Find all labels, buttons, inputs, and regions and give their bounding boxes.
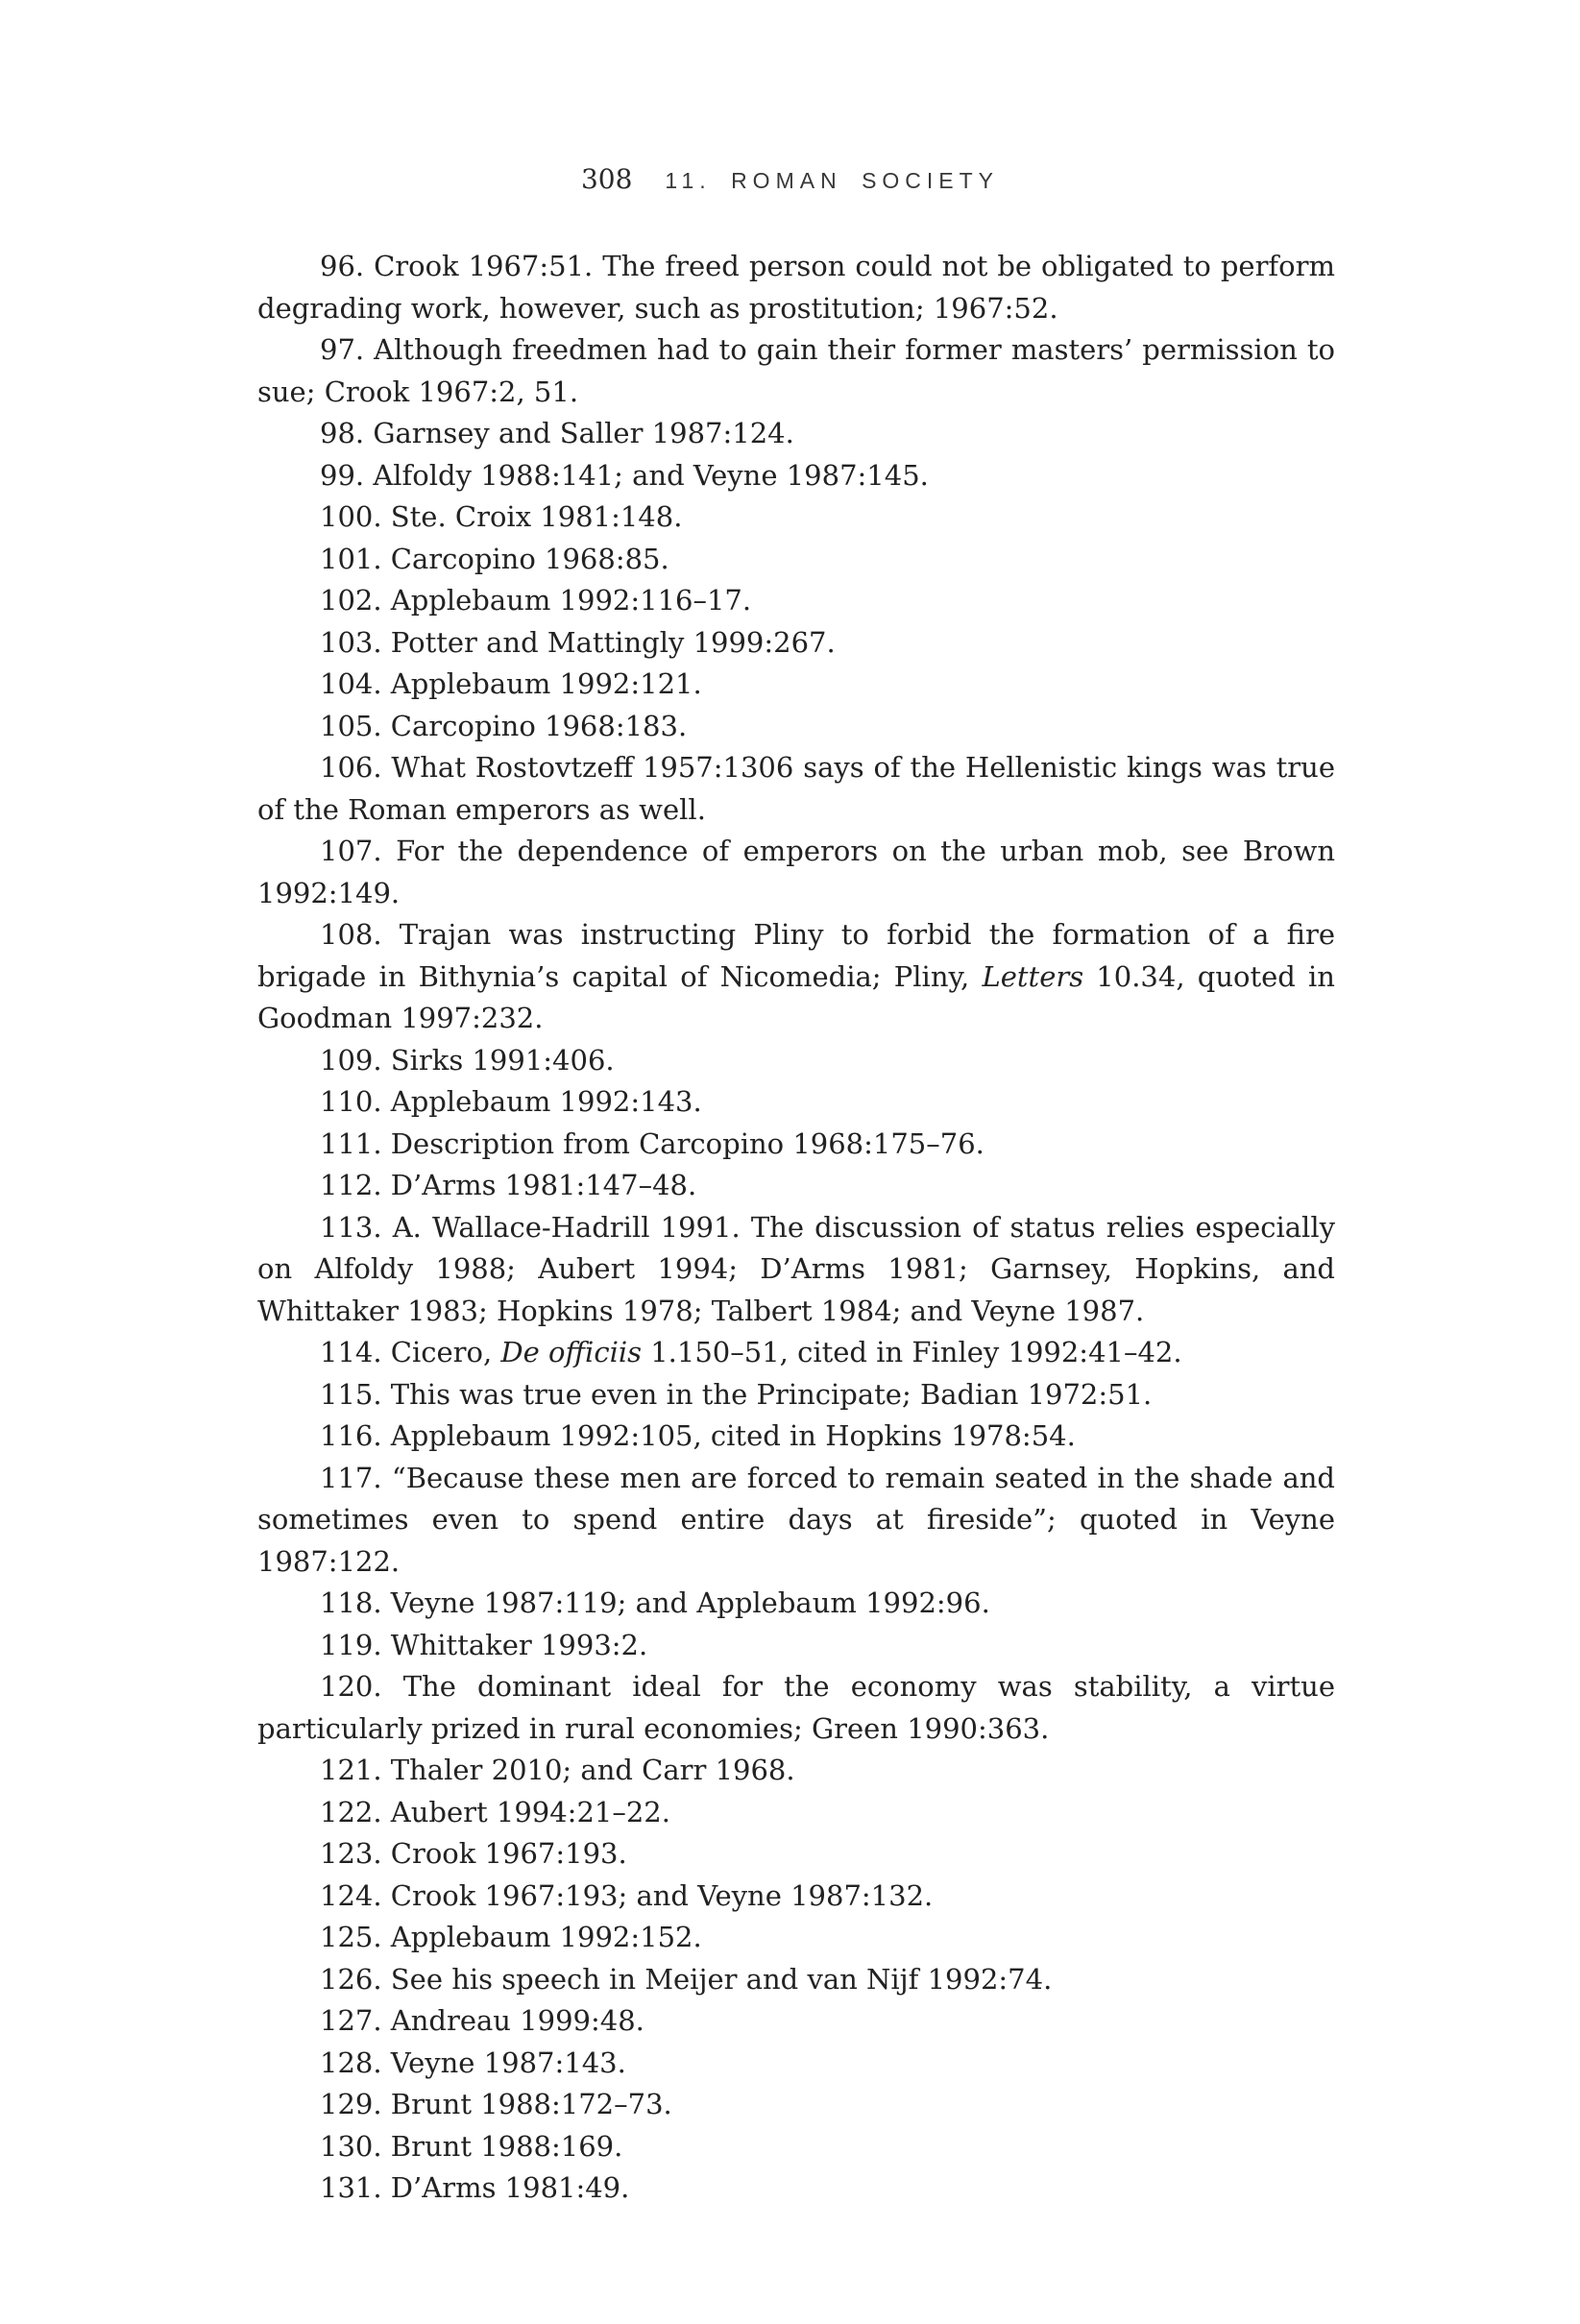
- note-text: 128. Veyne 1987:143.: [320, 2046, 626, 2079]
- notes-list: [257, 246, 1335, 2210]
- footnote: [257, 2043, 1335, 2085]
- note-text: 122. Aubert 1994:21–22.: [320, 1795, 670, 1828]
- note-text: 100. Ste. Croix 1981:148.: [320, 500, 683, 533]
- note-text: 125. Applebaum 1992:152.: [320, 1921, 702, 1953]
- footnote: [257, 1332, 1335, 1374]
- note-text: 103. Potter and Mattingly 1999:267.: [320, 625, 836, 659]
- note-text: 105. Carcopino 1968:183.: [320, 709, 688, 742]
- note-text: 101. Carcopino 1968:85.: [320, 542, 669, 575]
- footnote: [257, 455, 1335, 497]
- note-text-italic: Letters: [982, 959, 1084, 993]
- chapter-title: 11. ROMAN SOCIETY: [665, 168, 1000, 193]
- note-text: 112. D’Arms 1981:147–48.: [320, 1169, 697, 1201]
- footnote: [257, 413, 1335, 455]
- footnote: [257, 1165, 1335, 1207]
- footnote: [257, 1666, 1335, 1750]
- footnote: [257, 539, 1335, 581]
- note-text: 124. Crook 1967:193; and Veyne 1987:132.: [320, 1878, 934, 1912]
- note-text: 121. Thaler 2010; and Carr 1968.: [320, 1754, 795, 1786]
- note-text: 130. Brunt 1988:169.: [320, 2129, 623, 2163]
- footnote: [257, 1583, 1335, 1625]
- footnote: [257, 1959, 1335, 2001]
- page-number: 308: [580, 163, 633, 195]
- footnote: [257, 2000, 1335, 2043]
- footnote: [257, 1876, 1335, 1918]
- footnote: [257, 2126, 1335, 2168]
- note-text: 106. What Rostovtzeff 1957:1306 says of the Hellenistic kings was true of the Roman emperors as well.: [257, 751, 1335, 826]
- note-text: 10.34, quoted in Goodman 1997:232.: [257, 959, 1335, 1034]
- note-text: 111. Description from Carcopino 1968:175–76.: [320, 1126, 984, 1160]
- footnote: [257, 1833, 1335, 1876]
- note-text: 131. D’Arms 1981:49.: [320, 2171, 630, 2204]
- footnote: [257, 580, 1335, 622]
- footnote: [257, 1792, 1335, 1834]
- note-text: 97. Although freedmen had to gain their former masters’ permission to sue; Crook 1967:2, 51.: [257, 333, 1335, 408]
- note-text: 104. Applebaum 1992:121.: [320, 667, 702, 700]
- footnote: [257, 914, 1335, 1040]
- note-text: 109. Sirks 1991:406.: [320, 1043, 615, 1077]
- footnote: [257, 1207, 1335, 1333]
- footnote: [257, 1040, 1335, 1082]
- footnote: [257, 496, 1335, 539]
- note-text: 129. Brunt 1988:172–73.: [320, 2088, 672, 2120]
- note-text: 126. See his speech in Meijer and van Nijf 1992:74.: [320, 1962, 1053, 1996]
- note-text: 119. Whittaker 1993:2.: [320, 1628, 648, 1661]
- note-text: 115. This was true even in the Principate; Badian 1972:51.: [320, 1377, 1153, 1411]
- footnote: [257, 1124, 1335, 1166]
- footnote: [257, 622, 1335, 665]
- note-text: 127. Andreau 1999:48.: [320, 2004, 644, 2037]
- note-text: 117. “Because these men are forced to remain seated in the shade and sometimes even to spend entire days at fireside”; quoted in Veyne 1987:122.: [257, 1461, 1335, 1578]
- footnote: [257, 1458, 1335, 1584]
- note-text: 123. Crook 1967:193.: [320, 1837, 627, 1870]
- footnote: [257, 831, 1335, 914]
- note-text: 96. Crook 1967:51. The freed person could not be obligated to perform degrading work, however, such as prostitution; 1967:52.: [257, 250, 1335, 325]
- note-text: 1.150–51, cited in Finley 1992:41–42.: [642, 1336, 1182, 1368]
- note-text: 108. Trajan was instructing Pliny to forbid the formation of a fire brigade in Bithynia’s capital of Nicomedia; Pliny,: [257, 918, 1335, 993]
- page-header: [0, 0, 1580, 194]
- note-text: 118. Veyne 1987:119; and Applebaum 1992:96.: [320, 1586, 990, 1619]
- note-text: 98. Garnsey and Saller 1987:124.: [320, 417, 794, 449]
- footnote: [257, 1625, 1335, 1667]
- footnote: [257, 2084, 1335, 2126]
- note-text-italic: De officiis: [500, 1336, 643, 1368]
- note-text: 113. A. Wallace-Hadrill 1991. The discussion of status relies especially on Alfoldy 1988; Aubert 1994; D’Arms 1981; Garnsey, Hopkins, and Whittaker 1983; Hopkins 1978; Talbert 1984; and Veyne 1987.: [257, 1210, 1335, 1327]
- footnote: [257, 1374, 1335, 1416]
- note-text: 99. Alfoldy 1988:141; and Veyne 1987:145.: [320, 458, 929, 492]
- footnote: [257, 664, 1335, 706]
- note-text: 114. Cicero,: [320, 1336, 501, 1368]
- note-text: 110. Applebaum 1992:143.: [320, 1085, 702, 1118]
- footnote: [257, 329, 1335, 413]
- footnote: [257, 2167, 1335, 2210]
- footnote: [257, 747, 1335, 831]
- footnote: [257, 246, 1335, 329]
- note-text: 120. The dominant ideal for the economy was stability, a virtue particularly prized in rural economies; Green 1990:363.: [257, 1670, 1335, 1745]
- note-text: 116. Applebaum 1992:105, cited in Hopkins 1978:54.: [320, 1419, 1076, 1452]
- note-text: 107. For the dependence of emperors on the urban mob, see Brown 1992:149.: [257, 835, 1335, 909]
- footnote: [257, 1917, 1335, 1959]
- footnote: [257, 1750, 1335, 1792]
- note-text: 102. Applebaum 1992:116–17.: [320, 584, 752, 617]
- footnote: [257, 1081, 1335, 1124]
- footnote: [257, 706, 1335, 748]
- footnote: [257, 1416, 1335, 1458]
